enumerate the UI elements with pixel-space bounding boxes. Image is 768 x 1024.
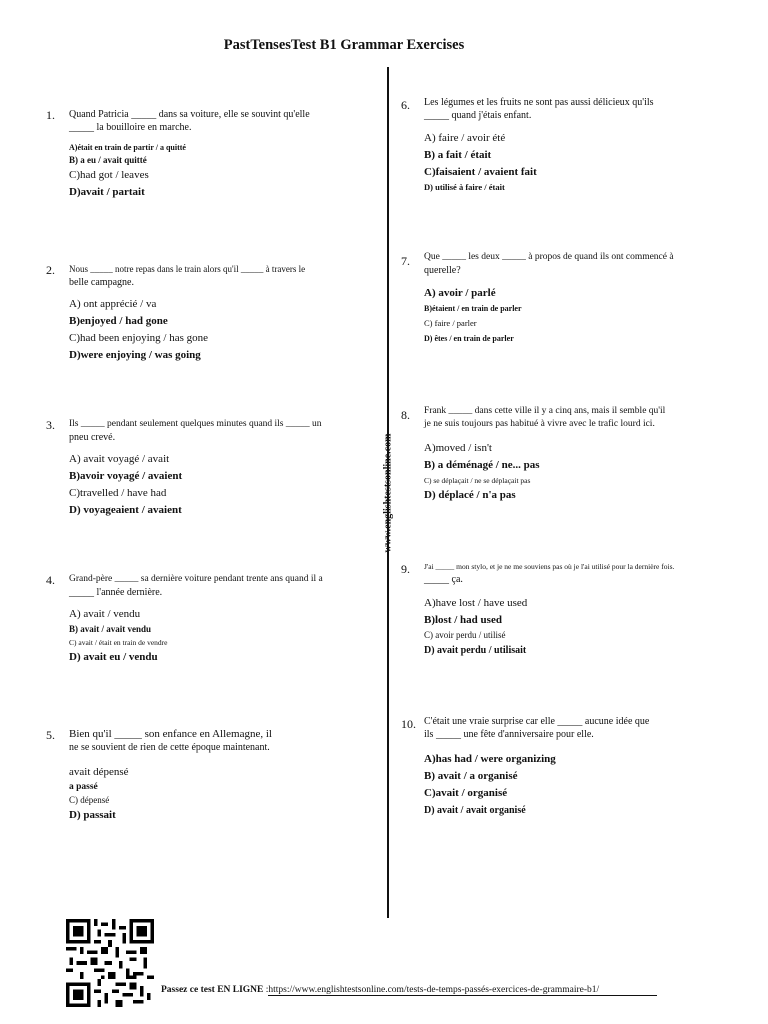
question-stem: Que _____ les deux _____ à propos de quand ils ont commencé à querelle? [424,252,674,276]
option-d: D) êtes / en train de parler [424,334,514,343]
option-a: A) ont apprécié / va [69,298,157,310]
question-10 [401,715,650,819]
question-number: 10. [401,717,416,731]
option-a: A) avoir / parlé [424,287,496,299]
question-stem: Grand-père _____ sa dernière voiture pendant trente ans quand il a _____ l'année dernière. [69,574,323,598]
question-3 [46,418,322,519]
option-list [424,130,654,194]
question-9 [401,560,675,659]
question-5 [46,728,272,824]
footer-url-link[interactable]: https://www.englishtestsonline.com/tests-de-temps-passés-exercices-de-grammaire-b1/ [268,985,657,996]
option-b: B) a déménagé / ne... pas [424,459,540,471]
option-b: B) avait / a organisé [424,770,518,782]
option-c: C) avait / était en train de vendre [69,638,168,647]
option-a: A)était en train de partir / a quitté [69,143,186,152]
question-number: 7. [401,254,410,268]
option-list [424,751,649,819]
question-stem: Bien qu'il _____ son enfance en Allemagne, il ne se souvient de rien de cette époque maintenant. [69,728,272,753]
question-7 [401,251,674,345]
footer-separator: : [263,985,269,995]
option-b: B)étaient / en train de parler [424,304,522,313]
option-a: A)moved / isn't [424,442,492,454]
option-list [424,440,665,504]
qr-code[interactable] [66,919,154,1007]
vertical-site-url: www.englishtestsonline.com [382,433,394,553]
question-8 [401,405,666,504]
option-b: B)avoir voyagé / avaient [69,470,183,482]
option-c: C)travelled / have had [69,487,167,499]
option-list [424,595,674,659]
question-stem: Nous _____ notre repas dans le train alors qu'il _____ à travers le belle campagne. [69,264,306,288]
option-d: D)avait / partait [69,186,145,198]
option-d: D)were enjoying / was going [69,349,201,361]
option-a: A) avait / vendu [69,608,141,620]
option-d: D) utilisé à faire / était [424,182,505,192]
option-c: C) se déplaçait / ne se déplaçait pas [424,476,531,485]
question-number: 2. [46,263,55,277]
option-c: C)faisaient / avaient fait [424,166,537,178]
question-number: 6. [401,98,410,112]
question-2 [46,263,306,364]
option-list [69,451,322,519]
question-number: 3. [46,418,55,432]
option-c: C) avoir perdu / utilisé [424,630,506,640]
option-a: A) faire / avoir été [424,132,506,144]
question-6 [401,96,654,194]
option-d: D) voyageaient / avaient [69,504,182,516]
question-number: 9. [401,562,410,576]
option-c: C)had got / leaves [69,169,149,181]
option-b: B)lost / had used [424,614,502,626]
page-title: PastTensesTest B1 Grammar Exercises [223,37,465,53]
option-list [69,296,305,364]
option-list [424,285,674,345]
option-d: D) avait / avait organisé [424,805,526,816]
option-b: B) a eu / avait quitté [69,155,147,165]
question-stem: Les légumes et les fruits ne sont pas aussi délicieux qu'ils _____ quand j'étais enfant. [424,97,654,121]
option-b: B) a fait / était [424,149,492,161]
question-1 [46,108,310,201]
question-stem: J'ai _____ mon stylo, et je ne me souviens pas où je l'ai utilisé pour la dernière fois. _____ ça. [424,562,675,585]
option-b: B) avait / avait vendu [69,624,152,634]
option-c: C)avait / organisé [424,787,508,799]
option-list [69,606,323,666]
option-d: D) passait [69,809,116,821]
question-number: 5. [46,728,55,742]
option-b: B)enjoyed / had gone [69,315,168,327]
question-number: 4. [46,573,55,587]
option-list [69,764,272,824]
option-c: C) faire / parler [424,318,477,328]
option-d: D) avait eu / vendu [69,651,158,663]
option-b: a passé [69,782,98,792]
option-a: A)have lost / have used [424,597,528,609]
option-a: A) avait voyagé / avait [69,453,170,465]
option-d: D) déplacé / n'a pas [424,489,516,501]
option-list [69,141,310,201]
question-stem: Ils _____ pendant seulement quelques minutes quand ils _____ un pneu crevé. [69,419,322,443]
option-c: C)had been enjoying / has gone [69,332,208,344]
question-4 [46,573,323,666]
option-a: avait dépensé [69,766,129,778]
question-number: 1. [46,108,55,122]
option-d: D) avait perdu / utilisait [424,645,527,656]
question-stem: Frank _____ dans cette ville il y a cinq ans, mais il semble qu'il je ne suis toujours pas habitué à vivre avec le trafic lourd ici. [424,406,666,429]
question-number: 8. [401,408,410,422]
option-a: A)has had / were organizing [424,753,556,765]
option-c: C) dépensé [69,795,110,805]
footer-bold: EN LIGNE [217,985,264,995]
footer-prefix: Passez ce test [161,985,218,995]
footer-online-link [161,985,657,995]
question-stem: Quand Patricia _____ dans sa voiture, elle se souvint qu'elle _____ la bouilloire en marche. [69,109,310,133]
question-stem: C'était une vraie surprise car elle _____ aucune idée que ils _____ une fête d'anniversaire pour elle. [424,716,650,740]
